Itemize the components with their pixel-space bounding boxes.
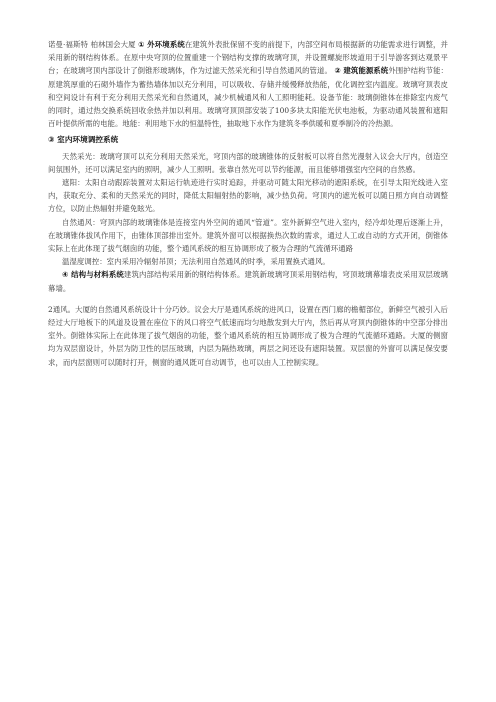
outer-environment-text: 在建筑外表批保留不变的前提下，内部空间布局根据新的功能需求进行调整，并采用新的钢结构体系。在原中央穹顶的位置重建一个钢结构支撑的玻璃穹顶，并设置螺旋形坡道用于引导游客到达观景平台；在玻璃穹顶内部设计了倒锥形玻璃体，作为过滤天然采光和引导自然通风的管道。 [48, 40, 448, 76]
energy-system-text: 外围护结构节能：原建筑厚重的石砌外墙作为蓄热墙体加以充分利用，可以吸收、存储并缓慢释放热能，优化调控室内温度。玻璃穹顶表皮和空间设计有利于充分利用天然采光和自然通风，减少机械通风和人工照明能耗。设备节能：玻璃倒锥体在排除室内废气的同时，通过热交换系统回收余热并加以利用。玻璃穹顶顶部安装了100多块太阳能光伏电池板，为驱动通风装置和遮阳百叶提供所需的电能。地能：利用地下水的恒温特性，抽取地下水作为建筑冬季供暖和夏季制冷的冷热源。 [48, 66, 449, 129]
intro-paragraph [48, 38, 448, 130]
structure-material-text: 建筑内部结构采用新的钢结构体系。建筑新玻璃穹顶采用钢结构，穹顶玻璃幕墙表皮采用双层玻璃幕墙。 [48, 270, 449, 293]
heading-indoor-environment-system: ③ 室内环境调控系统 [48, 135, 119, 145]
daylighting-paragraph: 天然采光：玻璃穹顶可以充分利用天然采光，穹顶内部的玻璃锥体的反射板可以将自然光漫射入议会大厅内，创造空间氛围外，还可以满足室内的照明，减少人工照明。张靠自然光可以节约能源，而且能够增强室内空间的自然感。 [48, 151, 448, 174]
heading-outer-environment-system: ① 外环境系统 [138, 40, 185, 49]
structure-material-paragraph [48, 268, 448, 294]
shading-paragraph: 遮阳：太阳自动跟踪装置对太阳运行轨迹进行实时追踪，并驱动可随太阳光移动的遮阳系统，在引导太阳光线进入室内，获取充分、柔和的天然采光的同时，降低太阳辐射热的影响，减少热负荷。穹顶内的遮光板可以随日照方向自动调整方位，以防止热辐射并避免眩光。 [48, 178, 448, 214]
heading-structure-material-system: ④ 结构与材料系统 [62, 270, 124, 280]
temperature-humidity-paragraph: 温湿度调控：室内采用冷辐射吊顶；无法利用自然通风的时季，采用置换式通风。 [62, 257, 330, 267]
natural-ventilation-paragraph: 自然通风：穹顶内部的玻璃锥体是连接室内外空间的通风“管道”。室外新鲜空气进入室内，经冷却处理后逐渐上升，在玻璃锥体拔风作用下，由锥体顶部排出室外。建筑外窗可以根据换热次数的需求，通过人工或自动的方式开闭，倒锥体实际上在此体现了拔气烟囱的功能，整个通风系统的相互协调形成了极为合理的气流循环通路 [48, 217, 448, 254]
heading-energy-system: ② 建筑能源系统 [334, 66, 389, 76]
intro-title: 诺曼·福斯特 柏林国会大厦 [48, 40, 136, 49]
ventilation-paragraph: 2通风。大厦的自然通风系统设计十分巧妙。议会大厅是通风系统的进风口，设置在西门廊的檐楣部位，新鲜空气被引入后经过大厅地板下的风道及设置在座位下的风口将空气低速而均匀地散发到大厅内，然后再从穹顶内倒锥体的中空部分排出室外。倒锥体实际上在此体现了拔气烟囱的功能，整个通风系统的相互协调形成了极为合理的气流循环通路。大厦的侧窗均为双层窗设计，外层为防卫性的层压玻璃，内层为隔热玻璃，两层之间还设有遮阳装置。双层窗的外窗可以满足保安要求，而内层窗则可以随时打开，侧窗的通风既可自动调节，也可以由人工控制实现。 [48, 304, 448, 367]
